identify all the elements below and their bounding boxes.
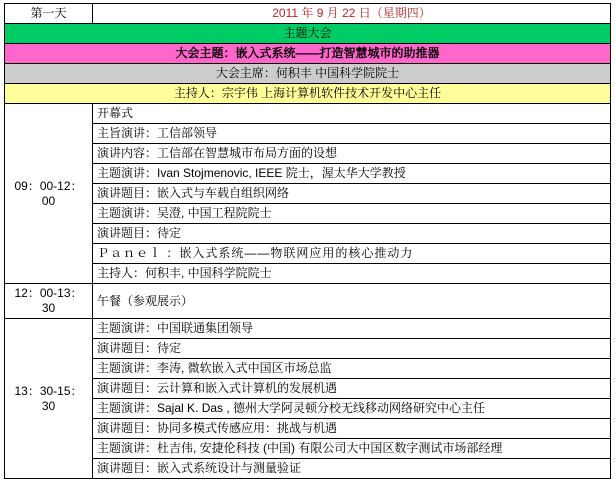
- table-row: [5, 244, 611, 264]
- schedule-table: [4, 3, 611, 479]
- session-item: 主题演讲：吴澄, 中国工程院院士: [93, 204, 611, 224]
- time-slot-2: 13：30-15：30: [5, 319, 93, 479]
- host-label: 主持人：宗宇伟 上海计算机软件技术开发中心主任: [5, 84, 611, 104]
- session-item: 演讲题目：嵌入式系统设计与测量验证: [93, 459, 611, 479]
- time-slot-1: 12：00-13：30: [5, 284, 93, 319]
- chair-label: 大会主席：何积丰 中国科学院院士: [5, 64, 611, 84]
- header-host-row: [5, 84, 611, 104]
- table-row: [5, 284, 611, 319]
- table-row: [5, 224, 611, 244]
- session-item: 演讲内容：工信部在智慧城市布局方面的设想: [93, 144, 611, 164]
- session-item: Ｐａｎｅｌ ：嵌入式系统——物联网应用的核心推动力: [93, 244, 611, 264]
- table-row: [5, 419, 611, 439]
- table-row: [5, 399, 611, 419]
- table-row: [5, 339, 611, 359]
- session-item: 主题演讲：中国联通集团领导: [93, 319, 611, 339]
- table-row: [5, 379, 611, 399]
- session-item: 演讲题目：云计算和嵌入式计算机的发展机遇: [93, 379, 611, 399]
- table-row: [5, 144, 611, 164]
- table-row: [5, 439, 611, 459]
- header-main-session-row: [5, 24, 611, 44]
- session-item: 演讲题目：协同多模式传感应用：挑战与机遇: [93, 419, 611, 439]
- table-row: [5, 264, 611, 284]
- header-day-row: [5, 4, 611, 24]
- session-item: 午餐（参观展示）: [93, 284, 611, 319]
- table-row: [5, 164, 611, 184]
- session-item: 开幕式: [93, 104, 611, 124]
- session-item: 主题演讲：杜吉伟, 安捷伦科技 (中国) 有限公司大中国区数字测试市场部经理: [93, 439, 611, 459]
- session-item: 演讲题目：待定: [93, 339, 611, 359]
- schedule-page: [0, 3, 615, 475]
- table-row: [5, 359, 611, 379]
- main-session-label: 主题大会: [5, 24, 611, 44]
- header-theme-row: [5, 44, 611, 64]
- session-item: 主题演讲：Ivan Stojmenovic, IEEE 院士，渥太华大学教授: [93, 164, 611, 184]
- table-row: [5, 124, 611, 144]
- header-chair-row: [5, 64, 611, 84]
- session-item: 主题演讲：李涛, 微软嵌入式中国区市场总监: [93, 359, 611, 379]
- schedule-body: [5, 4, 611, 479]
- date-label: 2011 年 9 月 22 日（星期四）: [93, 4, 611, 24]
- day-label: 第一天: [5, 4, 93, 24]
- table-row: [5, 459, 611, 479]
- time-slot-0: 09：00-12：00: [5, 104, 93, 284]
- session-item: 演讲题目：待定: [93, 224, 611, 244]
- table-row: [5, 104, 611, 124]
- session-item: 演讲题目：嵌入式与车载自组织网络: [93, 184, 611, 204]
- session-item: 主旨演讲：工信部领导: [93, 124, 611, 144]
- table-row: [5, 184, 611, 204]
- theme-label: 大会主题：嵌入式系统——打造智慧城市的助推器: [5, 44, 611, 64]
- session-item: 主持人：何积丰, 中国科学院院士: [93, 264, 611, 284]
- session-item: 主题演讲：Sajal K. Das , 德州大学阿灵顿分校无线移动网络研究中心主任: [93, 399, 611, 419]
- table-row: [5, 204, 611, 224]
- table-row: [5, 319, 611, 339]
